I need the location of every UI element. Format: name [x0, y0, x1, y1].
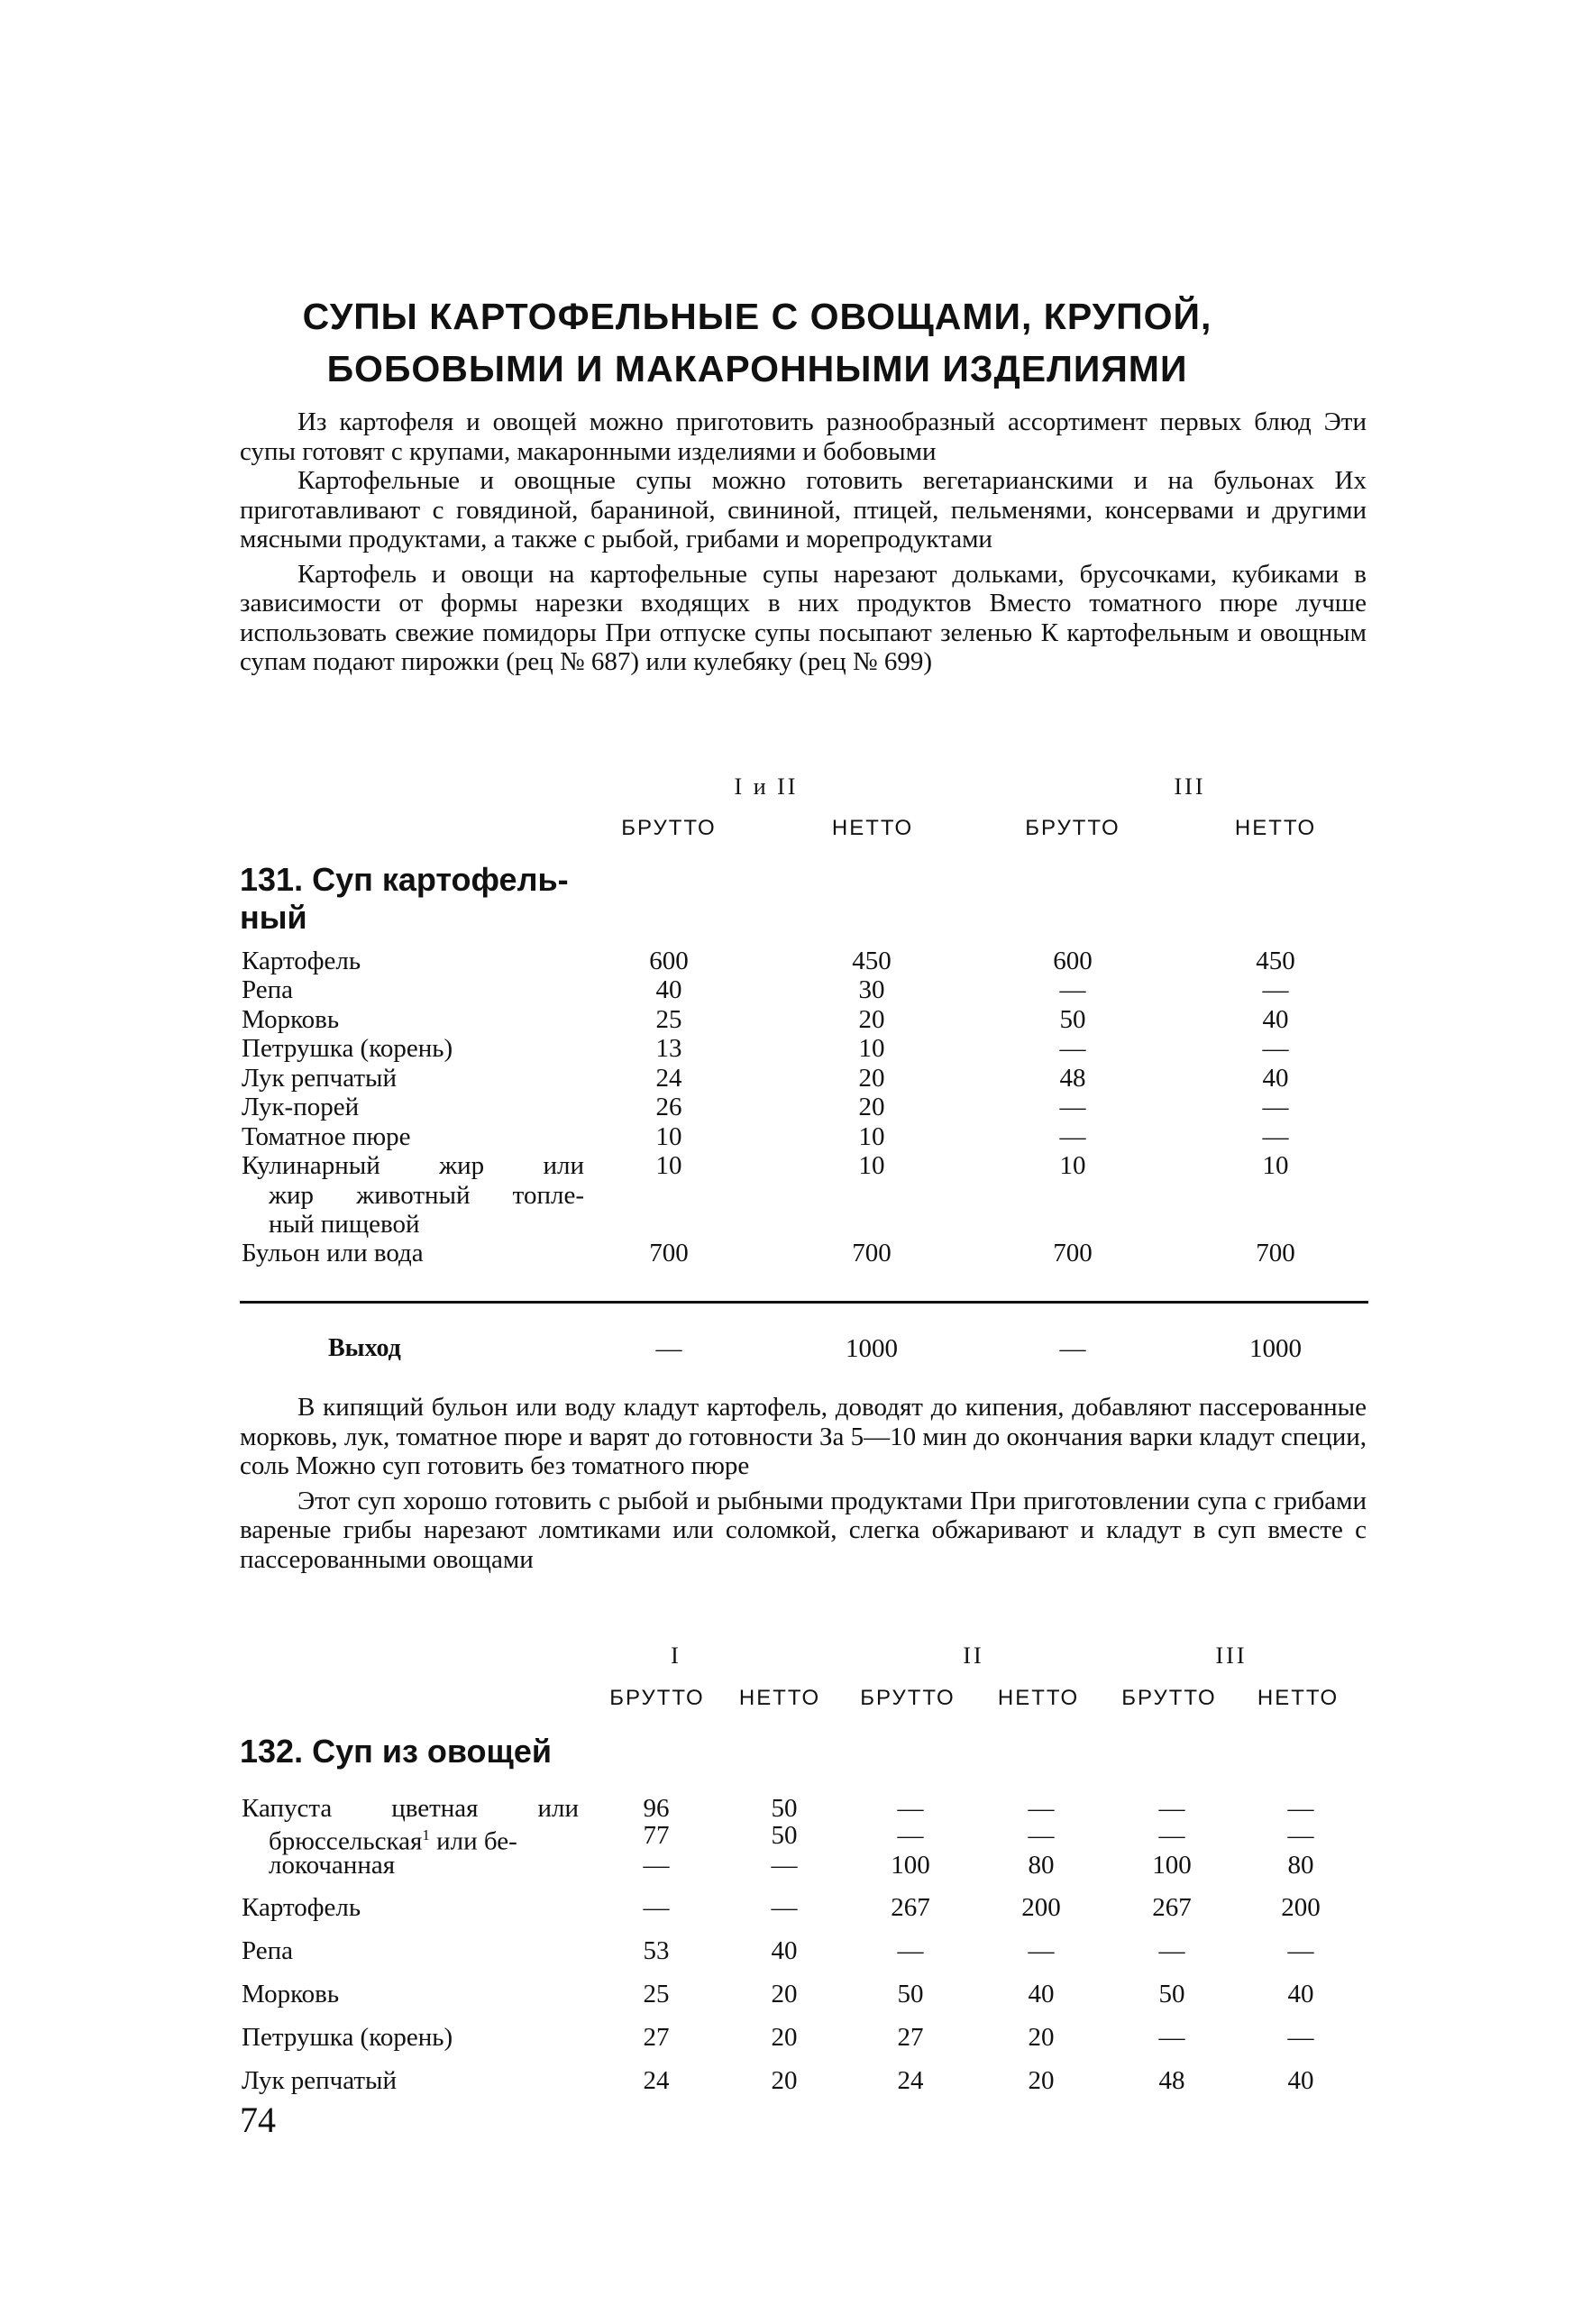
value-cell: 200	[1021, 1893, 1061, 1922]
instruction-paragraph-2: Этот суп хорошо готовить с рыбой и рыбными продуктами При приготовлении супа с грибами вареные грибы нарезают ломтиками или соломкой, слегка обжаривают и кладут в суп вместе с пассерованными овощами	[240, 1486, 1367, 1574]
value-cell: 40	[655, 975, 682, 1004]
value-cell: —	[897, 1821, 924, 1850]
group-header-2: II	[963, 1642, 984, 1669]
value-cell: 10	[858, 1034, 885, 1063]
col-netto: НЕТТО	[1257, 1686, 1340, 1710]
value-cell: 40	[771, 1936, 798, 1965]
ingredient-name: Лук репчатый	[242, 1064, 398, 1093]
ingredient-name	[242, 1151, 593, 1240]
value-cell: 267	[891, 1893, 930, 1922]
value-cell: —	[1059, 1034, 1086, 1063]
intro-paragraph-1: Из картофеля и овощей можно приготовить разнообразный ассортимент первых блюд Эти супы готовят с крупами, макаронными изделиями и бобовыми	[240, 407, 1367, 466]
value-cell: 1000	[1249, 1334, 1302, 1363]
value-cell: —	[1028, 1936, 1055, 1965]
footnote-marker: 1	[422, 1826, 430, 1844]
value-cell: 27	[643, 2023, 670, 2052]
value-cell: —	[1262, 975, 1289, 1004]
value-cell: 26	[655, 1093, 682, 1121]
ingredient-name: Морковь	[242, 1980, 340, 2008]
value-cell: 48	[1059, 1064, 1086, 1093]
value-cell: 24	[643, 2066, 670, 2095]
value-cell: —	[643, 1851, 670, 1880]
value-cell: 450	[1256, 947, 1295, 975]
value-cell: —	[1028, 1821, 1055, 1850]
page-number: 74	[240, 2100, 276, 2140]
value-cell: —	[1158, 1821, 1185, 1850]
value-cell: —	[897, 1936, 924, 1965]
col-brutto: БРУТТО	[1025, 816, 1120, 840]
value-cell: 267	[1152, 1893, 1192, 1922]
value-cell: 600	[649, 947, 689, 975]
col-netto: НЕТТО	[831, 816, 914, 840]
value-cell: 13	[655, 1034, 682, 1063]
ingredient-name: Картофель	[242, 1893, 361, 1922]
ingredient-name: Репа	[242, 1936, 294, 1965]
value-cell: —	[1287, 1936, 1314, 1965]
value-cell: 20	[1028, 2066, 1055, 2095]
value-cell: —	[1059, 1122, 1086, 1151]
value-cell: 10	[655, 1122, 682, 1151]
recipe-title: 132. Суп из овощей	[240, 1733, 553, 1770]
recipe-title	[240, 861, 569, 937]
value-cell: 50	[897, 1980, 924, 2008]
value-cell: —	[1262, 1122, 1289, 1151]
group-header-1: I	[671, 1642, 681, 1669]
value-cell: —	[643, 1893, 670, 1922]
section-heading	[234, 290, 1280, 395]
value-cell: 40	[1262, 1005, 1289, 1034]
col-brutto: БРУТТО	[609, 1686, 705, 1710]
value-cell: 50	[1059, 1005, 1086, 1034]
recipe-instructions	[240, 1393, 1367, 1574]
value-cell: 100	[1152, 1851, 1192, 1880]
value-cell: 20	[858, 1005, 885, 1034]
ingredient-name-line-2: жир животный топле-	[269, 1180, 584, 1210]
value-cell: —	[897, 1794, 924, 1823]
value-cell: 50	[771, 1821, 798, 1850]
ingredient-name-line-1: Кулинарный жир или	[242, 1151, 584, 1180]
value-cell: 80	[1028, 1851, 1055, 1880]
value-cell: 200	[1281, 1893, 1321, 1922]
cabbage-type-text: брюссельская	[269, 1826, 423, 1856]
value-cell: 1000	[846, 1334, 898, 1363]
value-cell: 50	[1158, 1980, 1185, 2008]
col-netto: НЕТТО	[738, 1686, 821, 1710]
ingredient-name-line-3: локочанная	[269, 1851, 396, 1880]
value-cell: —	[1158, 1794, 1185, 1823]
value-cell: —	[1287, 1794, 1314, 1823]
section-heading-line-1: СУПЫ КАРТОФЕЛЬНЫЕ С ОВОЩАМИ, КРУПОЙ,	[302, 296, 1212, 337]
value-cell: 20	[771, 1980, 798, 2008]
section-heading-line-2: БОБОВЫМИ И МАКАРОННЫМИ ИЗДЕЛИЯМИ	[326, 348, 1188, 389]
value-cell: —	[1158, 1936, 1185, 1965]
group-header-1-2: I и II	[734, 773, 799, 800]
ingredient-name: Бульон или вода	[242, 1239, 424, 1267]
col-netto: НЕТТО	[997, 1686, 1080, 1710]
value-cell: —	[1287, 2023, 1314, 2052]
ingredient-name: Петрушка (корень)	[242, 2023, 453, 2052]
ingredient-name: Лук репчатый	[242, 2066, 398, 2095]
value-cell: 27	[897, 2023, 924, 2052]
value-cell: —	[1059, 1334, 1086, 1363]
value-cell: 600	[1053, 947, 1093, 975]
value-cell: —	[1287, 1821, 1314, 1850]
value-cell: 40	[1262, 1064, 1289, 1093]
intro-text	[240, 407, 1367, 677]
value-cell: —	[771, 1851, 798, 1880]
value-cell: 40	[1287, 2066, 1314, 2095]
value-cell: 20	[771, 2066, 798, 2095]
value-cell: 80	[1287, 1851, 1314, 1880]
value-cell: 77	[643, 1821, 670, 1850]
group-header-3: III	[1215, 1642, 1248, 1669]
ingredient-name: Морковь	[242, 1005, 340, 1034]
value-cell: 700	[649, 1239, 689, 1267]
ingredient-name: Петрушка (корень)	[242, 1034, 453, 1063]
col-brutto: БРУТТО	[621, 816, 717, 840]
ingredient-name: Томатное пюре	[242, 1122, 411, 1151]
value-cell: 25	[643, 1980, 670, 2008]
instruction-paragraph-1: В кипящий бульон или воду кладут картофель, доводят до кипения, добавляют пассерованные морковь, лук, томатное пюре и варят до готовности За 5—10 мин до окончания варки кладут специи, соль Можно суп готовить без томатного пюре	[240, 1393, 1367, 1480]
value-cell: 700	[852, 1239, 892, 1267]
value-cell: 40	[1028, 1980, 1055, 2008]
value-cell: —	[1059, 1093, 1086, 1121]
value-cell: 96	[643, 1794, 670, 1823]
value-cell: 700	[1256, 1239, 1295, 1267]
value-cell: 100	[891, 1851, 930, 1880]
value-cell: 10	[858, 1151, 885, 1180]
value-cell: 20	[1028, 2023, 1055, 2052]
value-cell: —	[1158, 2023, 1185, 2052]
value-cell: —	[1028, 1794, 1055, 1823]
ingredient-name: Картофель	[242, 947, 361, 975]
col-brutto: БРУТТО	[860, 1686, 956, 1710]
value-cell: 10	[655, 1151, 682, 1180]
value-cell: 25	[655, 1005, 682, 1034]
value-cell: —	[1262, 1093, 1289, 1121]
value-cell: 10	[1262, 1151, 1289, 1180]
value-cell: —	[1262, 1034, 1289, 1063]
table-rule	[240, 1301, 1368, 1304]
value-cell: 10	[1059, 1151, 1086, 1180]
intro-paragraph-2: Картофельные и овощные супы можно готовить вегетарианскими и на бульонах Их приготавливают с говядиной, бараниной, свининой, птицей, пельменями, консервами и другими мясными продуктами, а также с рыбой, грибами и морепродуктами	[240, 466, 1367, 554]
value-cell: —	[771, 1893, 798, 1922]
recipe-title-line-2: ный	[240, 899, 307, 936]
value-cell: 10	[858, 1122, 885, 1151]
value-cell: 40	[1287, 1980, 1314, 2008]
output-label: Выход	[328, 1334, 401, 1362]
value-cell: 30	[858, 975, 885, 1004]
ingredient-name: Репа	[242, 975, 294, 1004]
group-header-3: III	[1174, 773, 1206, 800]
value-cell: 700	[1053, 1239, 1093, 1267]
value-cell: 20	[771, 2023, 798, 2052]
value-cell: 50	[771, 1794, 798, 1823]
value-cell: 53	[643, 1936, 670, 1965]
cabbage-type-text-cont: или бе-	[429, 1826, 517, 1856]
value-cell: 20	[858, 1064, 885, 1093]
ingredient-name: Лук-порей	[242, 1093, 360, 1121]
intro-paragraph-3: Картофель и овощи на картофельные супы нарезают дольками, брусочками, кубиками в зависимости от формы нарезки входящих в них продуктов Вместо томатного пюре лучше использовать свежие помидоры При отпуске супы посыпают зеленью К картофельным и овощным супам подают пирожки (рец № 687) или кулебяку (рец № 699)	[240, 559, 1367, 676]
value-cell: 24	[655, 1064, 682, 1093]
value-cell: —	[1059, 975, 1086, 1004]
recipe-title-line-1: 131. Суп картофель-	[240, 861, 569, 898]
col-brutto: БРУТТО	[1121, 1686, 1217, 1710]
ingredient-name-line-1: Капуста цветная или	[242, 1794, 579, 1823]
value-cell: —	[655, 1334, 682, 1363]
value-cell: 24	[897, 2066, 924, 2095]
value-cell: 48	[1158, 2066, 1185, 2095]
ingredient-name-line-3: ный пищевой	[269, 1210, 420, 1239]
value-cell: 450	[852, 947, 892, 975]
col-netto: НЕТТО	[1234, 816, 1317, 840]
value-cell: 20	[858, 1093, 885, 1121]
